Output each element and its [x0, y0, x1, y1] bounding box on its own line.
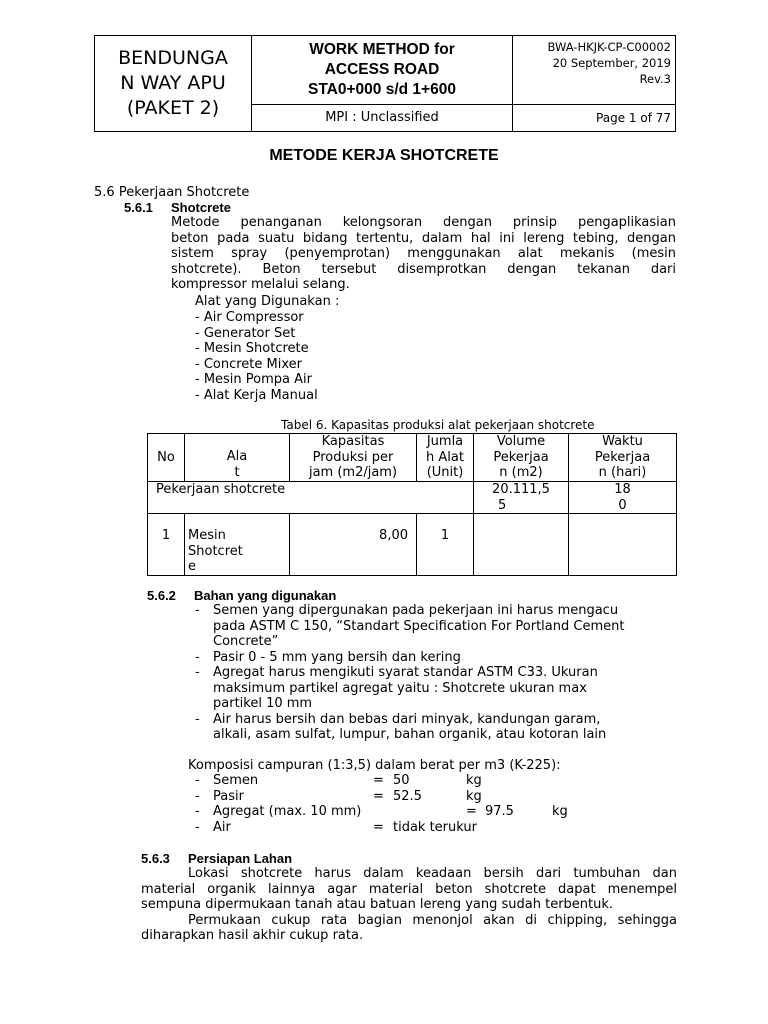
composition-list: - Semen = 50 kg - Pasir = 52.5 kg - Agregat (max. 10 mm) = 97.5 kg - Air = tidak terukur [195, 773, 568, 835]
composition-value: tidak terukur [393, 819, 477, 835]
tools-list [195, 310, 318, 403]
row-kapasitas: 8,00 [290, 514, 417, 576]
header-kapasitas: Kapasitas Produksi per jam (m2/jam) [290, 434, 417, 482]
composition-name: Pasir [213, 788, 244, 804]
row-volume [474, 514, 569, 576]
subsection-number-562: 5.6.2 [147, 588, 176, 603]
document-info [513, 36, 673, 104]
list-item: - Mesin Shotcrete [195, 341, 309, 356]
header-volume: Volume Pekerjaa n (m2) [474, 434, 569, 482]
list-item: - Agregat harus mengikuti syarat standar ASTM C33. Ukuran maksimum partikel agregat yaitu : Shotcrete ukuran max partikel 10 mm [195, 665, 598, 711]
classification: MPI : Unclassified [325, 110, 439, 125]
list-item: - Semen yang dipergunakan pada pekerjaan ini harus mengacu pada ASTM C 150, “Standart Specification For Portland Cement Concrete” [195, 603, 625, 649]
list-item: - Generator Set [195, 325, 296, 341]
list-item: - Pasir 0 - 5 mm yang bersih dan kering [195, 649, 461, 665]
group-waktu: 18 0 [569, 482, 677, 514]
subsection-title-561: Shotcrete [171, 200, 231, 215]
company-name: BENDUNGA N WAY APU (PAKET 2) [118, 47, 228, 119]
subsection-title-563: Persiapan Lahan [188, 851, 293, 866]
composition-value: 52.5 [393, 788, 422, 804]
composition-heading: Komposisi campuran (1:3,5) dalam berat per m3 (K-225): [188, 758, 561, 773]
doc-revision: Rev.3 [639, 72, 671, 86]
row-jumlah: 1 [417, 514, 474, 576]
table-row [148, 514, 677, 576]
table-caption: Tabel 6. Kapasitas produksi alat pekerjaan shotcrete [281, 418, 595, 432]
list-item: - Concrete Mixer [195, 356, 302, 372]
group-label: Pekerjaan shotcrete [148, 482, 474, 514]
production-capacity-table [147, 433, 677, 576]
section-heading: 5.6 Pekerjaan Shotcrete [94, 185, 250, 200]
row-waktu [569, 514, 677, 576]
row-no: 1 [148, 514, 185, 576]
document-title: WORK METHOD for ACCESS ROAD STA0+000 s/d 1+600 [308, 41, 456, 98]
subsection-title-562: Bahan yang digunakan [194, 588, 337, 603]
table-header-row [148, 434, 677, 482]
doc-date: 20 September, 2019 [552, 56, 671, 70]
list-item: - Alat Kerja Manual [195, 387, 318, 403]
composition-name: Agregat (max. 10 mm) [213, 804, 362, 819]
materials-list [195, 603, 677, 743]
page-number: Page 1 of 77 [596, 111, 671, 125]
tools-heading: Alat yang Digunakan : [195, 294, 340, 309]
subsection-number-561: 5.6.1 [124, 200, 153, 215]
subsection-number-563: 5.6.3 [141, 851, 170, 866]
header-alat: Ala t [185, 434, 290, 482]
main-title: METODE KERJA SHOTCRETE [269, 147, 499, 164]
composition-unit: kg [552, 804, 568, 819]
composition-value: 97.5 [485, 804, 514, 819]
shotcrete-description: Metode penanganan kelongsoran dengan prinsip pengaplikasian beton pada suatu bidang tertentu, dalam hal ini lereng tebing, dengan sistem spray (penyemprotan) menggunakan alat mekanis (mesin shotcrete). Beton tersebut disemprotkan dengan tekanan dari kompressor melalui selang. [171, 215, 676, 292]
list-item: - Air Compressor [195, 310, 304, 325]
document-header [94, 35, 676, 132]
doc-number: BWA-HKJK-CP-C00002 [547, 40, 671, 54]
header-waktu: Waktu Pekerjaa n (hari) [569, 434, 677, 482]
composition-unit: kg [466, 788, 482, 804]
site-preparation-text: Lokasi shotcrete harus dalam keadaan bersih dari tumbuhan dan material organik lainnya agar material beton shotcrete dapat menempel sempuna dipermukaan tanah atau batuan lereng yang sudah terbentuk. Permukaan cukup rata bagian menonjol akan di chipping, sehingga diharapkan hasil akhir cukup rata. [141, 866, 677, 943]
group-volume: 20.111,5 5 [474, 482, 569, 514]
composition-name: Air [213, 819, 231, 835]
composition-value: 50 [393, 773, 410, 788]
table-row [148, 482, 677, 514]
row-alat: Mesin Shotcret e [185, 514, 290, 576]
composition-name: Semen [213, 773, 259, 788]
header-jumlah: Jumla h Alat (Unit) [417, 434, 474, 482]
header-no: No [148, 434, 185, 482]
composition-unit: kg [466, 773, 482, 788]
list-item: - Mesin Pompa Air [195, 372, 312, 387]
list-item: - Air harus bersih dan bebas dari minyak, kandungan garam, alkali, asam sulfat, lumpur, bahan organik, atau kotoran lain [195, 711, 607, 742]
